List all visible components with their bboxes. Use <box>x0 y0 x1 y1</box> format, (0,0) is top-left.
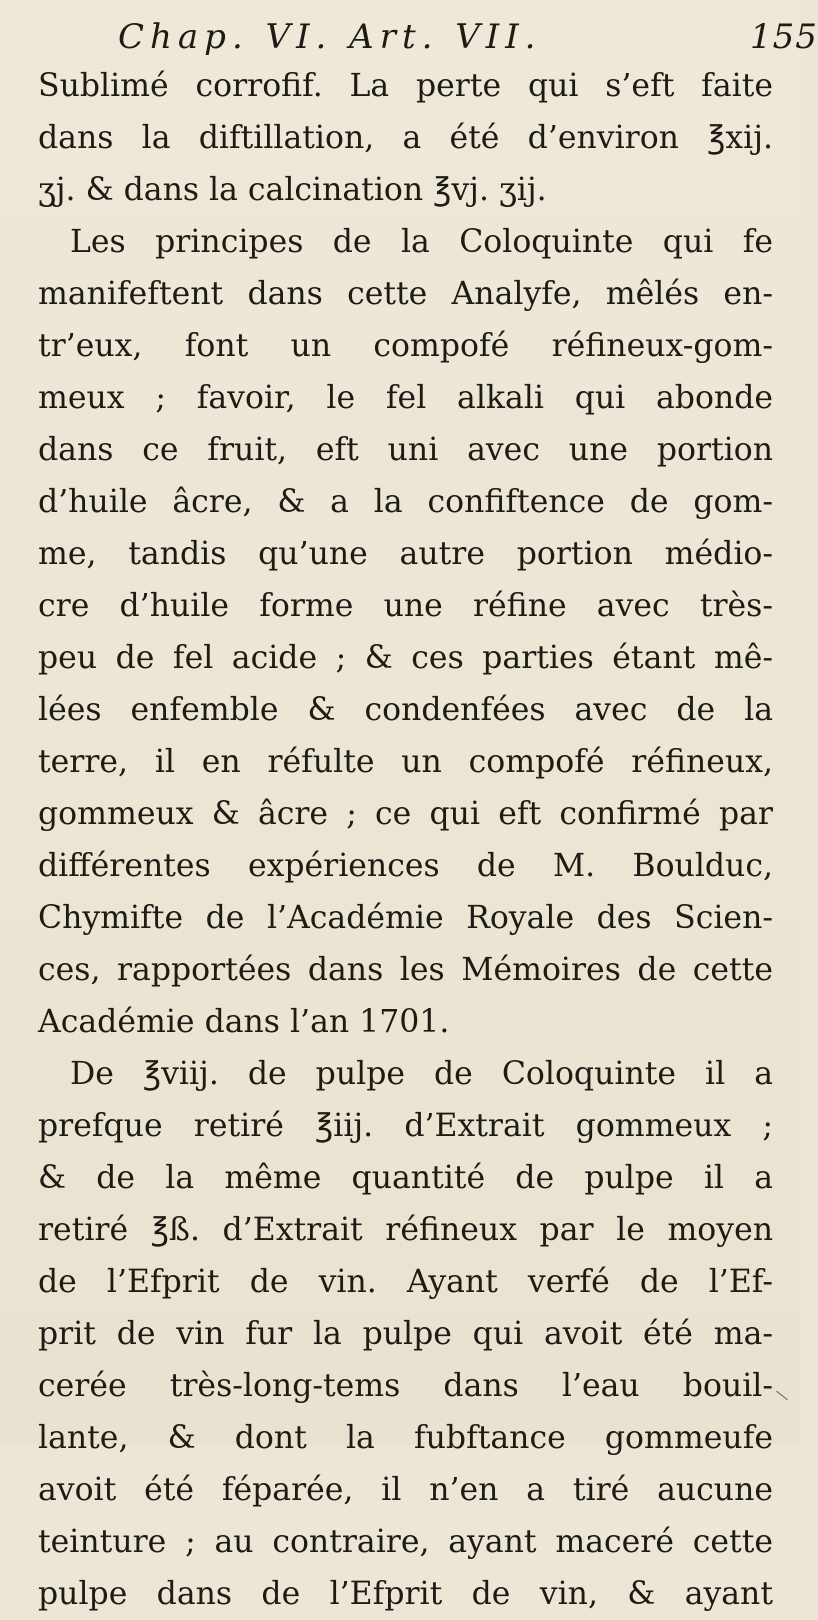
text-line: gommeux & âcre ; ce qui eft confirmé par <box>38 796 773 832</box>
text-line: lées enfemble & condenfées avec de la <box>38 692 773 728</box>
text-line: meux ; favoir, le fel alkali qui abonde <box>38 380 773 416</box>
page-number: 155 <box>750 17 818 57</box>
text-line: Les principes de la Coloquinte qui fe <box>70 224 773 260</box>
text-line: cre d’huile forme une réfine avec très- <box>38 588 773 624</box>
text-line: terre, il en réfulte un compofé réfineux, <box>38 744 773 780</box>
text-line: pulpe dans de l’Efprit de vin, & ayant <box>38 1576 773 1612</box>
text-line: prit de vin fur la pulpe qui avoit été ma- <box>38 1316 773 1352</box>
text-line: peu de fel acide ; & ces parties étant mê- <box>38 640 773 676</box>
text-line: De ℥viij. de pulpe de Coloquinte il a <box>70 1056 773 1092</box>
text-line: dans la diftillation, a été d’environ ℥xij. <box>38 120 773 156</box>
text-line: & de la même quantité de pulpe il a <box>38 1160 773 1196</box>
text-line: de l’Efprit de vin. Ayant verfé de l’Ef- <box>38 1264 773 1300</box>
text-line: dans ce fruit, eft uni avec une portion <box>38 432 773 468</box>
running-head: Chap. VI. Art. VII. <box>118 17 542 57</box>
text-line: me, tandis qu’une autre portion médio- <box>38 536 773 572</box>
text-line: retiré ℥ß. d’Extrait réfineux par le moyen <box>38 1212 773 1248</box>
text-line: Sublimé corrofif. La perte qui s’eft faite <box>38 68 773 104</box>
text-line: Académie dans l’an 1701. <box>38 1004 450 1040</box>
text-line: teinture ; au contraire, ayant maceré cette <box>38 1524 773 1560</box>
text-line: différentes expériences de M. Boulduc, <box>38 848 773 884</box>
text-line: prefque retiré ℥iij. d’Extrait gommeux ; <box>38 1108 773 1144</box>
text-line: ces, rapportées dans les Mémoires de cette <box>38 952 773 988</box>
text-line: d’huile âcre, & a la confiftence de gom- <box>38 484 773 520</box>
text-line: ʒj. & dans la calcination ℥vj. ʒij. <box>38 172 547 208</box>
scan-mark <box>776 1391 788 1400</box>
text-line: avoit été féparée, il n’en a tiré aucune <box>38 1472 773 1508</box>
text-line: lante, & dont la fubftance gommeufe <box>38 1420 773 1456</box>
text-line: cerée très-long-tems dans l’eau bouil- <box>38 1368 773 1404</box>
body-text <box>38 60 773 1620</box>
text-line: tr’eux, font un compofé réfineux-gom- <box>38 328 773 364</box>
text-line: Chymifte de l’Académie Royale des Scien- <box>38 900 773 936</box>
page-header <box>118 14 818 60</box>
text-line: manifeftent dans cette Analyfe, mêlés en- <box>38 276 773 312</box>
